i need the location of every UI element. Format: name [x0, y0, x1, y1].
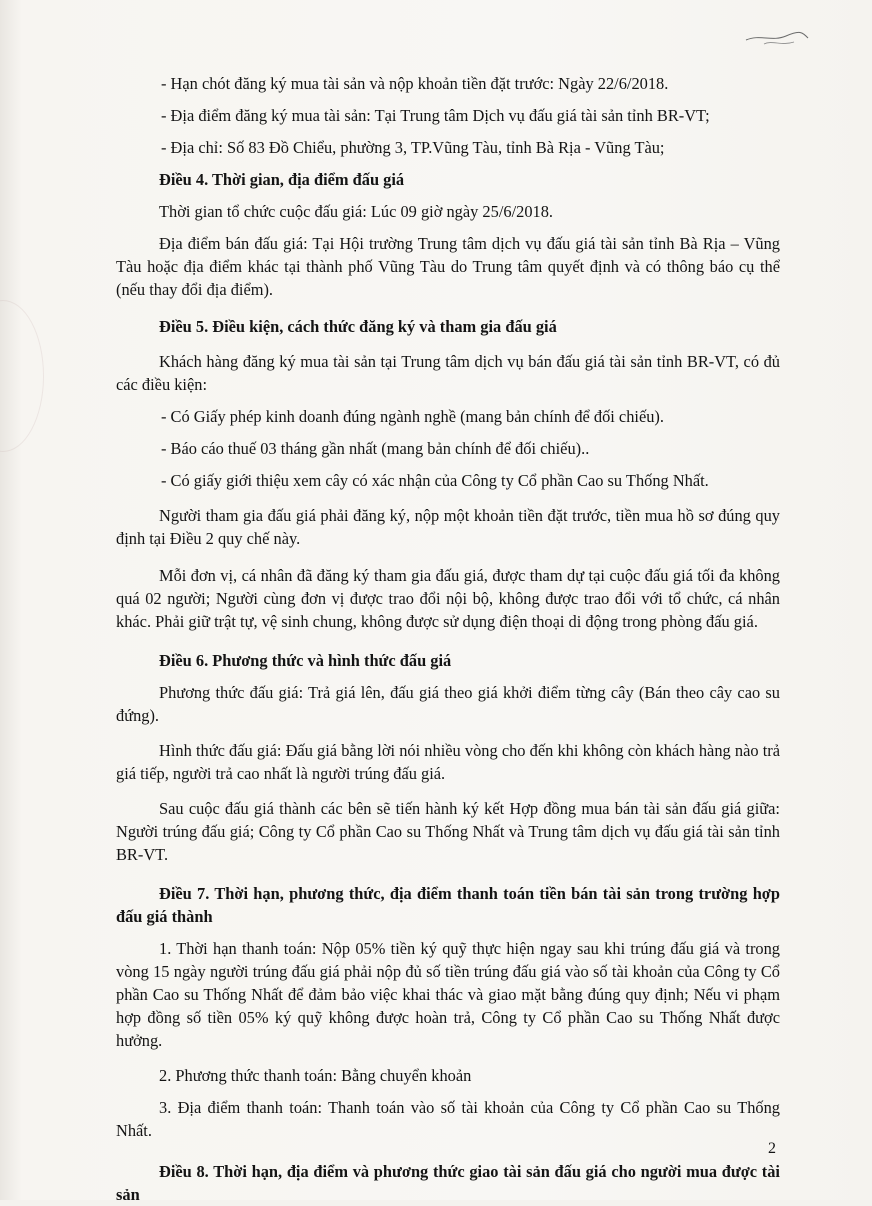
faint-stamp-mark: [0, 300, 44, 452]
dieu5-bullet-license: - Có Giấy phép kinh doanh đúng ngành nghề (mang bản chính để đối chiếu).: [161, 407, 664, 426]
dieu5-attendance: Mỗi đơn vị, cá nhân đã đăng ký tham gia đấu giá, được tham dự tại cuộc đấu giá tối đa không quá 02 người; Người cùng đơn vị được trao đổi nội bộ, không được trao đổi với tổ chức, cá nhân khác. Phải giữ trật tự, vệ sinh chung, không được sử dụng điện thoại di động trong phòng đấu giá.: [116, 566, 780, 631]
dieu4-time: Thời gian tổ chức cuộc đấu giá: Lúc 09 giờ ngày 25/6/2018.: [159, 202, 554, 221]
address-line: - Địa chỉ: Số 83 Đồ Chiểu, phường 3, TP.Vũng Tàu, tỉnh Bà Rịa - Vũng Tàu;: [161, 138, 665, 157]
deadline-line: - Hạn chót đăng ký mua tài sản và nộp khoản tiền đặt trước: Ngày 22/6/2018.: [161, 74, 669, 93]
page-number: 2: [768, 1140, 776, 1157]
dieu8-heading: Điều 8. Thời hạn, địa điểm và phương thức giao tài sản đấu giá cho người mua được tài sản: [116, 1162, 780, 1204]
handwritten-mark: [742, 22, 812, 52]
dieu7-payment-location: 3. Địa điểm thanh toán: Thanh toán vào số tài khoản của Công ty Cổ phần Cao su Thống Nhất.: [116, 1098, 780, 1140]
dieu6-contract: Sau cuộc đấu giá thành các bên sẽ tiến hành ký kết Hợp đồng mua bán tài sản đấu giá giữa: Người trúng đấu giá; Công ty Cổ phần Cao su Thống Nhất và Trung tâm dịch vụ đấu giá tài sản tỉnh BR-VT.: [116, 799, 780, 864]
registration-location-line: - Địa điểm đăng ký mua tài sản: Tại Trung tâm Dịch vụ đấu giá tài sản tỉnh BR-VT;: [161, 106, 710, 125]
dieu5-bullet-tax: - Báo cáo thuế 03 tháng gần nhất (mang bản chính để đối chiếu)..: [161, 439, 590, 458]
dieu4-location: Địa điểm bán đấu giá: Tại Hội trường Trung tâm dịch vụ đấu giá tài sản tỉnh Bà Rịa – Vũng Tàu hoặc địa điểm khác tại thành phố Vũng Tàu do Trung tâm quyết định và có thông báo cụ thể (nếu thay đổi địa điểm).: [116, 234, 780, 299]
dieu5-bullet-referral: - Có giấy giới thiệu xem cây có xác nhận của Công ty Cổ phần Cao su Thống Nhất.: [161, 471, 709, 490]
dieu5-deposit: Người tham gia đấu giá phải đăng ký, nộp một khoản tiền đặt trước, tiền mua hồ sơ đúng quy định tại Điều 2 quy chế này.: [116, 506, 780, 548]
dieu7-payment-method: 2. Phương thức thanh toán: Bằng chuyển khoản: [159, 1066, 472, 1085]
dieu5-intro: Khách hàng đăng ký mua tài sản tại Trung tâm dịch vụ bán đấu giá tài sản tỉnh BR-VT, có đủ các điều kiện:: [116, 352, 780, 394]
dieu4-heading: Điều 4. Thời gian, địa điểm đấu giá: [159, 170, 405, 189]
dieu6-heading: Điều 6. Phương thức và hình thức đấu giá: [159, 651, 452, 670]
dieu6-method: Phương thức đấu giá: Trả giá lên, đấu giá theo giá khởi điểm từng cây (Bán theo cây cao su đứng).: [116, 683, 780, 725]
dieu7-payment-term: 1. Thời hạn thanh toán: Nộp 05% tiền ký quỹ thực hiện ngay sau khi trúng đấu giá và trong vòng 15 ngày người trúng đấu giá phải nộp đủ số tiền trúng đấu giá vào số tài khoản của Công ty Cổ phần Cao su Thống Nhất để đảm bảo việc khai thác và giao mặt bằng đúng quy định; Nếu vi phạm hợp đồng số tiền 05% ký quỹ không được hoàn trả, Công ty Cổ phần Cao su Thống Nhất được hưởng.: [116, 939, 780, 1050]
dieu6-form: Hình thức đấu giá: Đấu giá bằng lời nói nhiều vòng cho đến khi không còn khách hàng nào trả giá tiếp, người trả cao nhất là người trúng đấu giá.: [116, 741, 780, 783]
document-body: [116, 72, 780, 1206]
dieu5-heading: Điều 5. Điều kiện, cách thức đăng ký và tham gia đấu giá: [159, 317, 557, 336]
dieu7-heading: Điều 7. Thời hạn, phương thức, địa điểm thanh toán tiền bán tài sản trong trường hợp đấu giá thành: [116, 884, 780, 926]
